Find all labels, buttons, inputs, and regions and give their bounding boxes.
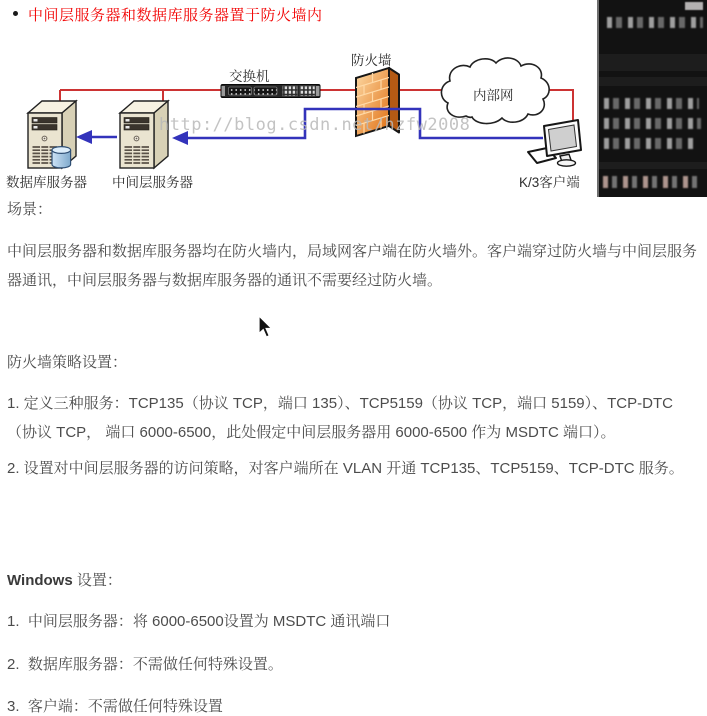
scene-paragraph: 中间层服务器和数据库服务器均在防火墙内，局域网客户端在防火墙外。客户端穿过防火墙与中间层服务器通讯，中间层服务器与数据库服务器的通讯不需要经过防火墙。	[7, 243, 698, 289]
windows-setting-item: 2. 数据库服务器：不需做任何特殊设置。	[7, 656, 283, 673]
intranet-label: 内部网	[473, 88, 514, 103]
database-cylinder-icon	[52, 147, 71, 168]
panel-band	[599, 77, 707, 86]
firewall-policy-heading: 防火墙策略设置：	[7, 354, 128, 371]
switch-label: 交换机	[229, 69, 270, 84]
windows-setting-item: 3. 客户端：不需做任何特殊设置	[7, 698, 223, 715]
page-title: 中间层服务器和数据库服务器置于防火墙内	[28, 7, 323, 24]
panel-text-row	[604, 118, 701, 129]
database-server-label: 数据库服务器	[6, 175, 87, 190]
windows-bold: Windows	[7, 572, 73, 589]
firewall-policy-item: 2. 设置对中间层服务器的访问策略，对客户端所在 VLAN 开通 TCP135、TCP5159、TCP-DTC 服务。	[7, 460, 684, 477]
client-computer-icon	[528, 120, 581, 166]
windows-settings-heading	[7, 569, 122, 590]
panel-header-block	[685, 2, 703, 10]
firewall-policy-item: 1. 定义三种服务：TCP135（协议 TCP，端口 135）、TCP5159（协议 TCP，端口 5159）、TCP-DTC（协议 TCP， 端口 6000-6500，此处假定中间层服务器用 6000-6500 作为 MSDTC 端口）。	[7, 395, 673, 441]
panel-text-row	[607, 17, 703, 28]
dark-side-panel	[597, 0, 707, 197]
midtier-server-label: 中间层服务器	[112, 175, 193, 190]
arrow-left-icon	[76, 130, 92, 144]
list-bullet	[13, 11, 18, 16]
windows-setting-item: 1. 中间层服务器：将 6000-6500设置为 MSDTC 通讯端口	[7, 613, 391, 630]
panel-band	[599, 54, 707, 71]
blog-watermark: http://blog.csdn.net/hzfw2008	[159, 115, 471, 135]
scene-heading: 场景：	[7, 201, 53, 218]
client-label: K/3客户端	[519, 175, 580, 190]
panel-text-row	[603, 176, 701, 188]
firewall-label: 防火墙	[351, 53, 392, 68]
windows-rest: 设置：	[72, 572, 122, 589]
switch-icon	[221, 85, 320, 98]
panel-text-row	[604, 138, 697, 149]
panel-text-row	[604, 98, 699, 109]
mouse-cursor-icon	[257, 315, 275, 339]
panel-band	[599, 162, 707, 169]
